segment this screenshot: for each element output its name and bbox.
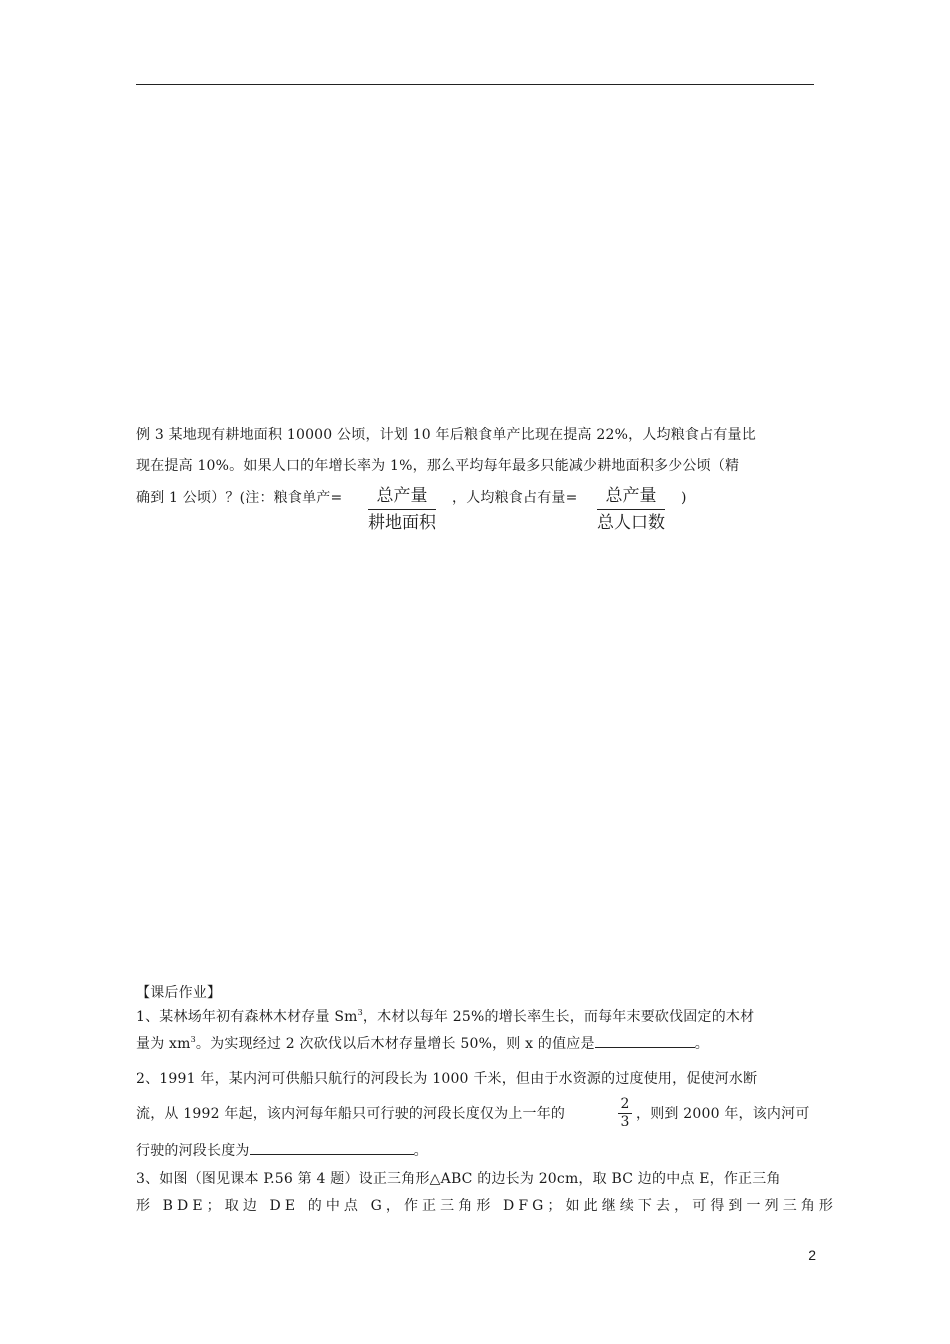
- example3-line3-mid: ，人均粮食占有量=: [452, 490, 578, 506]
- fraction-grain-yield: [368, 485, 436, 534]
- q2-line2-end: ，则到 2000 年，该内河可: [636, 1106, 810, 1122]
- fraction-grain-per-capita: [597, 485, 665, 534]
- q2-line1: 2、1991 年，某内河可供船只航行的河段长为 1000 千米，但由于水资源的过度使用，促使河水断: [136, 1071, 758, 1087]
- q3-line1: 3、如图（图见课本 P.56 第 4 题）设正三角形△ABC 的边长为 20cm，取 BC 边的中点 E，作正三角: [136, 1171, 781, 1187]
- fraction-two-thirds: [618, 1096, 632, 1131]
- answer-blank[interactable]: [250, 1140, 414, 1155]
- answer-blank[interactable]: [595, 1033, 695, 1048]
- fraction-numerator: 总产量: [368, 485, 436, 510]
- example3-line3-start: 确到 1 公顷）？(注：粮食单产=: [136, 490, 343, 506]
- header-rule: [136, 84, 814, 85]
- fraction-denominator: 总人口数: [597, 513, 665, 533]
- page-number: 2: [808, 1247, 816, 1263]
- superscript: 3: [357, 1008, 363, 1017]
- superscript: 3: [190, 1035, 196, 1044]
- example3-line2: 现在提高 10%。如果人口的年增长率为 1%，那么平均每年最多只能减少耕地面积多少公顷（精: [136, 458, 740, 474]
- example3-line1: 例 3 某地现有耕地面积 10000 公顷，计划 10 年后粮食单产比现在提高 22%，人均粮食占有量比: [136, 427, 756, 443]
- homework-heading: 【课后作业】: [136, 985, 222, 1001]
- fraction-denominator: 3: [620, 1114, 630, 1130]
- example3-line3-end: ): [681, 490, 687, 506]
- q1-line1: 1、某林场年初有森林木材存量 Sm$^3$，木材以每年 25%的增长率生长，而每年末要砍伐固定的木材: [136, 1008, 755, 1025]
- fraction-denominator: 耕地面积: [368, 513, 436, 533]
- q3-line2: 形 BDE；取边 DE 的中点 G，作正三角形 DFG；如此继续下去，可得到一列三角形: [136, 1198, 838, 1214]
- q1-line2: 量为 $xm^3$。为实现经过 2 次砍伐以后木材存量增长 50%，则 x 的值应是 。: [136, 1035, 709, 1052]
- fraction-numerator: 总产量: [597, 485, 665, 510]
- q2-line2-start: 流，从 1992 年起，该内河每年船只可行驶的河段长度仅为上一年的: [136, 1106, 566, 1122]
- q2-line3: 行驶的河段长度为 。: [136, 1140, 428, 1161]
- fraction-numerator: 2: [618, 1096, 632, 1114]
